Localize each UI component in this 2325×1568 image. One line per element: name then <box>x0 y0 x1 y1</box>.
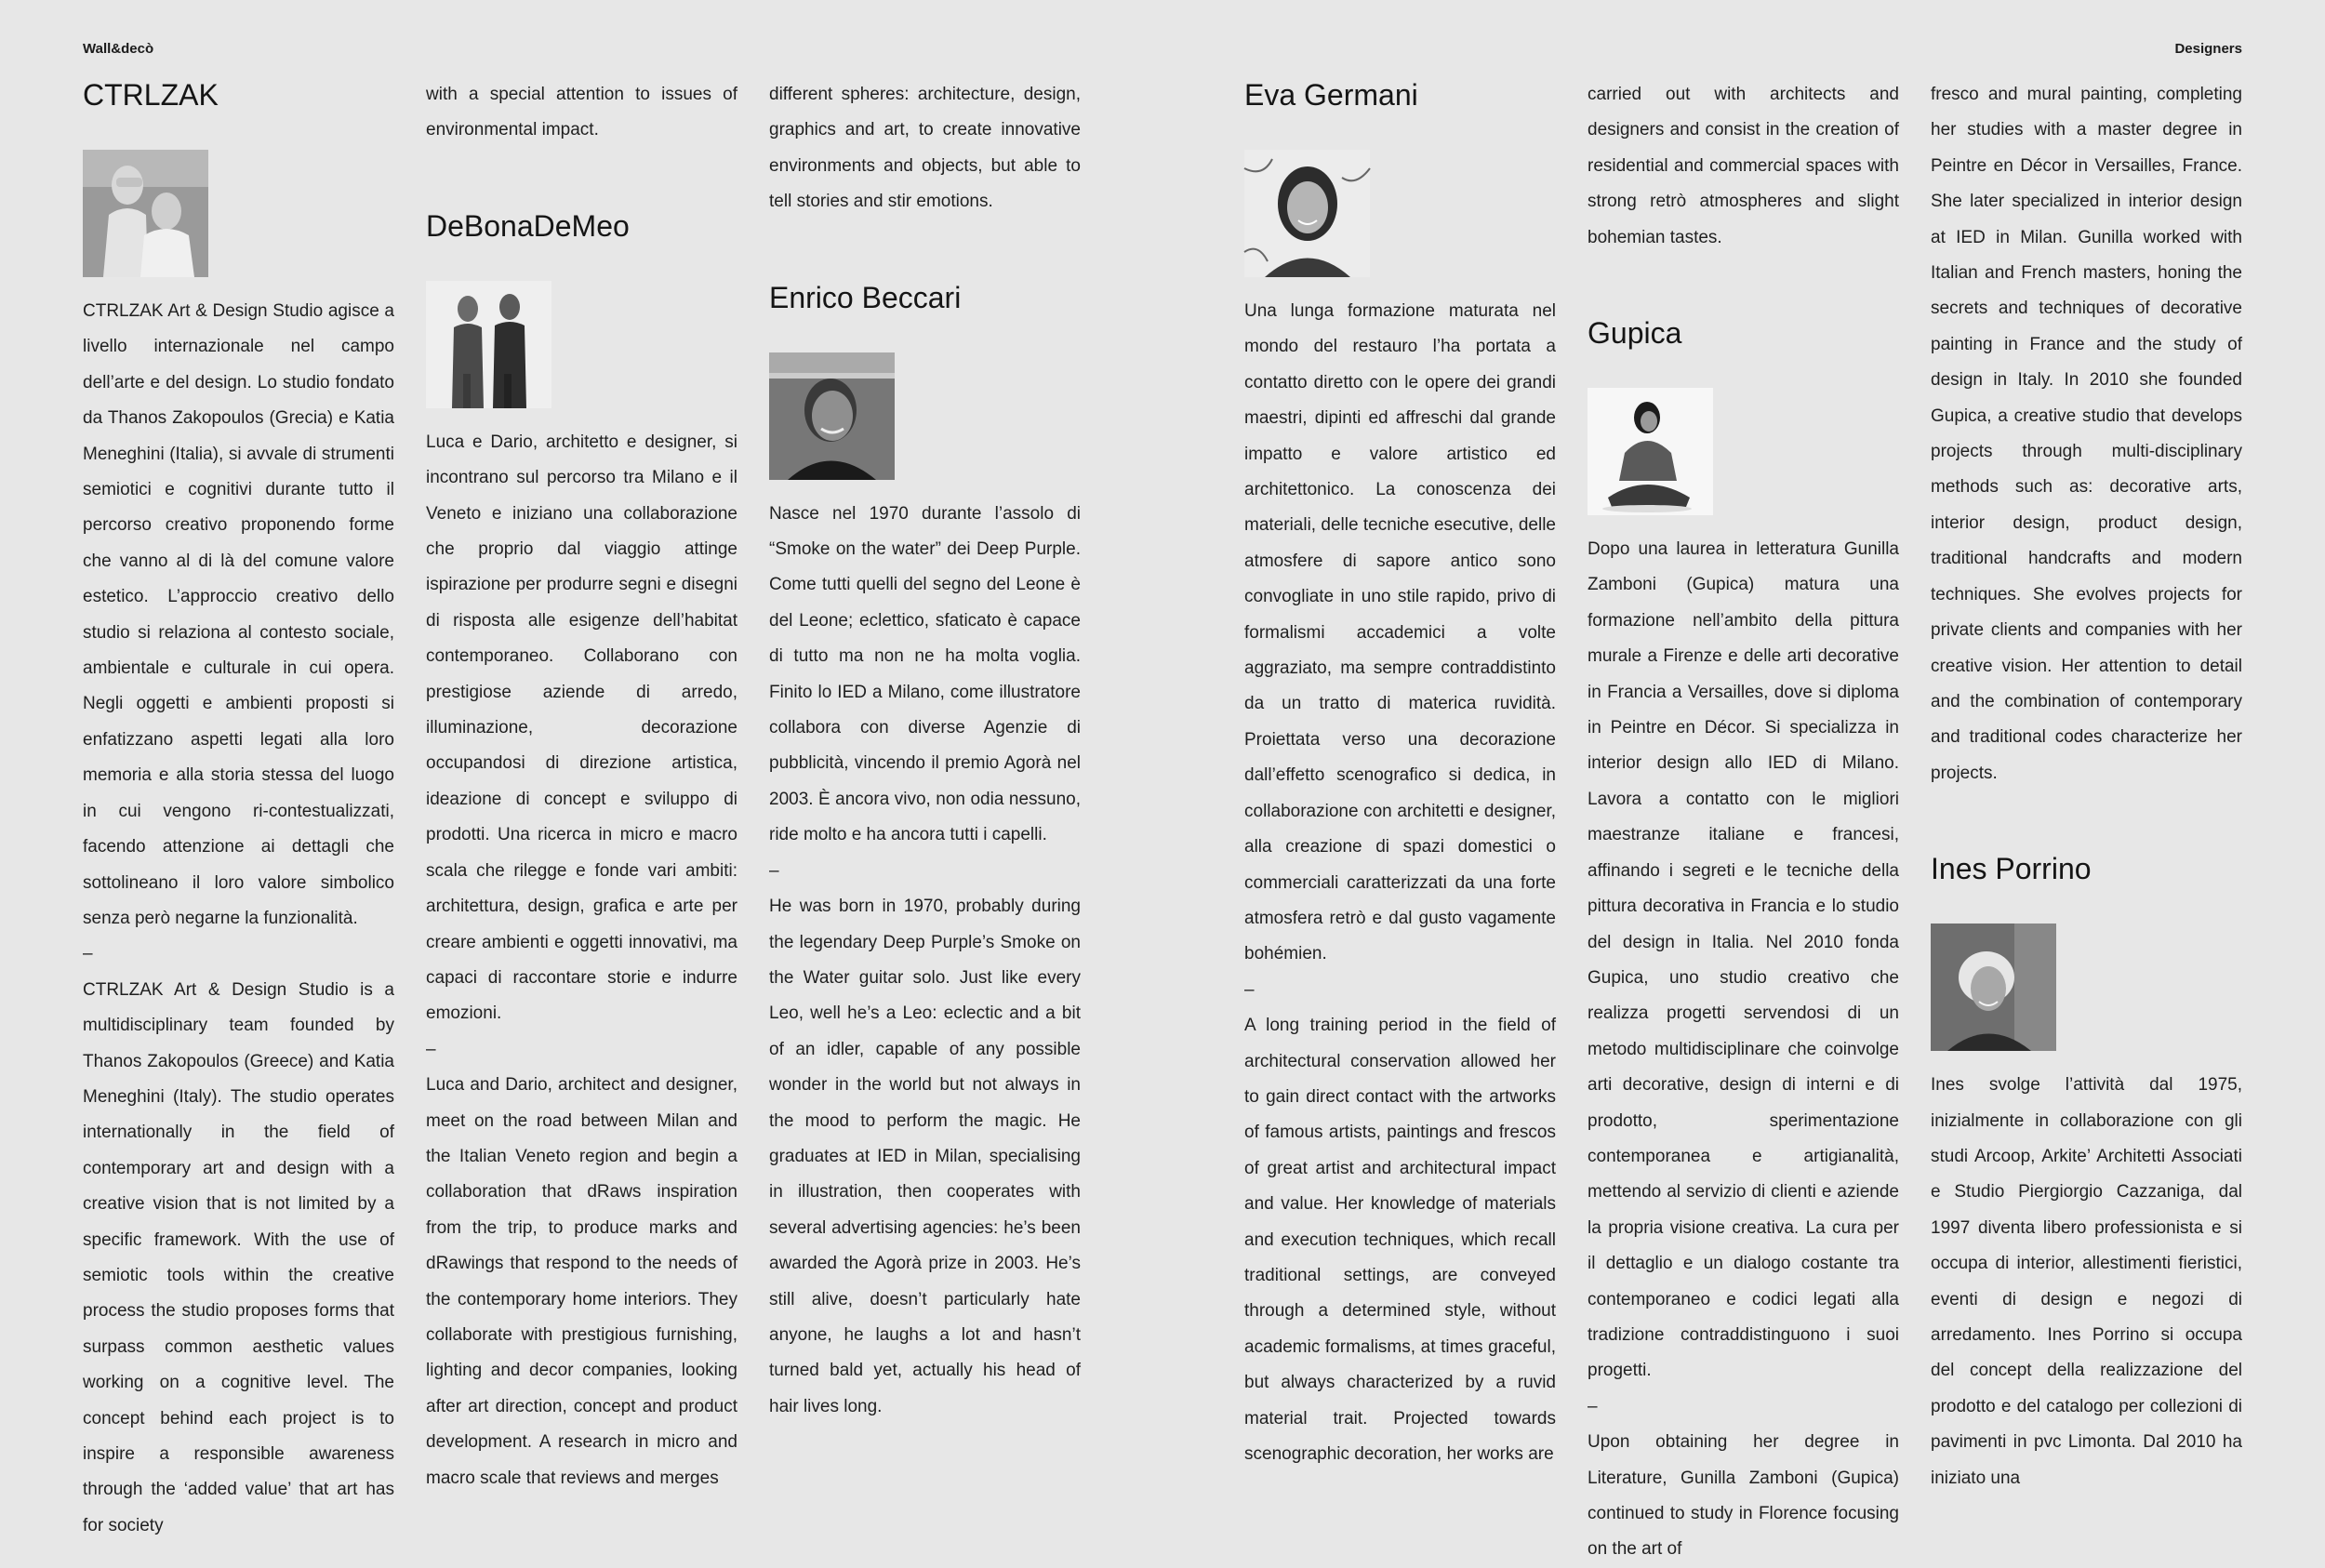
column-3 <box>769 77 1081 1425</box>
designer-name-porrino: Ines Porrino <box>1931 852 2092 886</box>
column-4 <box>1244 77 1556 1472</box>
designer-name-germani: Eva Germani <box>1244 78 1418 112</box>
ctrlzak-bio-italian: CTRLZAK Art & Design Studio agisce a livello internazionale nel campo dell’arte e del design. Lo studio fondato da Thanos Zakopoulos (Grecia) e Katia Meneghini (Italia), si avvale di strumenti semiotici e cognitivi durante tutto il percorso creativo proponendo forme che vanno al di là del comune valore estetico. L’approccio creativo dello studio si relaziona al contesto sociale, ambientale e culturale in cui opera. Negli oggetti e ambienti proposti si enfatizzano aspetti legati alla loro memoria e alla storia stessa del luogo in cui vengono ri-contestualizzati, facendo attenzione ai dettagli che sottolineano il loro valore simbolico senza però negarne la funzionalità. <box>83 301 394 928</box>
germani-portrait-photo <box>1244 150 1370 277</box>
debonademeo-portrait-photo <box>426 281 551 408</box>
beccari-bio-english: He was born in 1970, probably during the legendary Deep Purple’s Smoke on the Water guitar solo. Just like every Leo, well he’s a Leo: eclectic and a bit of an idler, capable of any possible wonder in the world but not always in the mood to perform the magic. He graduates at IED in Milan, specialising in illustration, then cooperates with several advertising agencies: he’s been awarded the Agorà prize in 2003. He’s still alive, doesn’t particularly hate anyone, he laughs a lot and hasn’t turned bald yet, actually his head of hair lives long. <box>769 897 1081 1416</box>
debonademeo-bio-italian: Luca e Dario, architetto e designer, si incontrano sul percorso tra Milano e il Veneto e iniziano una collaborazione che proprio dal viaggio attinge ispirazione per produrre segni e disegni di risposta alle esigenze dell’habitat contemporaneo. Collaborano con prestigiose aziende di arredo, illuminazione, decorazione occupandosi di direzione artistica, ideazione di concept e sviluppo di prodotti. Una ricerca in micro e macro scala che rilegge e fonde vari ambiti: architettura, design, grafica e arte per creare ambienti e oggetti innovativi, ma capaci di raccontare storie e indurre emozioni. <box>426 432 737 1024</box>
gupica-bio-italian: Dopo una laurea in letteratura Gunilla Zamboni (Gupica) matura una formazione nell’ambito della pittura murale a Firenze e delle arti decorative in Francia a Versailles, dove si diploma in Peintre en Décor. Si specializza in interior design allo IED di Milano. Lavora a contatto con le migliori maestranze italiane e francesi, affinando i segreti e le tecniche della pittura decorativa in Francia e lo studio del design in Italia. Nel 2010 fonda Gupica, uno studio creativo che realizza progetti servendosi di un metodo multidisciplinare che coinvolge arti decorative, design di interni e di prodotto, sperimentazione contemporanea e artigianalità, mettendo al servizio di clienti e aziende la propria visione creativa. La cura per il dettaglio e un dialogo costante tra contemporaneo e codici legati alla tradizione contraddistinguono i suoi progetti. <box>1588 539 1899 1381</box>
gupica-bio-english: Upon obtaining her degree in Literature, Gunilla Zamboni (Gupica) continued to study in Florence focusing on the art of <box>1588 1432 1899 1560</box>
germani-bio-english-continued: carried out with architects and designers and consist in the creation of residential and commercial spaces with strong retrò atmospheres and slight bohemian tastes. <box>1588 85 1899 247</box>
separator-dash: – <box>1244 979 1255 1000</box>
germani-bio-english: A long training period in the field of architectural conservation allowed her to gain direct contact with the artworks of famous artists, paintings and frescos of great artist and architectural impact and value. Her knowledge of materials and execution techniques, which recall traditional settings, are conveyed through a determined style, without academic formalisms, at times graceful, but always characterized by a ruvid material trait. Projected towards scenographic decoration, her works are <box>1244 1016 1556 1464</box>
beccari-bio-italian: Nasce nel 1970 durante l’assolo di “Smoke on the water” dei Deep Purple. Come tutti quelli del segno del Leone è del Leone; eclettico, sfaticato è capace di tutto ma non ne ha molta voglia. Finito lo IED a Milano, come illustratore collabora con diverse Agenzie di pubblicità, vincendo il premio Agorà nel 2003. È ancora vivo, non odia nessuno, ride molto e ha ancora tutti i capelli. <box>769 503 1081 845</box>
column-1 <box>83 77 394 1544</box>
ctrlzak-bio-english-continued: with a special attention to issues of environmental impact. <box>426 85 737 140</box>
designer-name-gupica: Gupica <box>1588 316 1682 351</box>
gupica-bio-english-continued: fresco and mural painting, completing her studies with a master degree in Peintre en Décor in Versailles, France. She later specialized in interior design at IED in Milan. Gunilla worked with Italian and French masters, honing the secrets and techniques of decorative painting in France and the study of design in Italy. In 2010 she founded Gupica, a creative studio that develops projects through multi-disciplinary methods such as: decorative arts, interior design, product design, traditional handcrafts and modern techniques. She evolves projects for private clients and companies with her creative vision. Her attention to detail and the combination of contemporary and traditional codes characterize her projects. <box>1931 85 2242 783</box>
column-6 <box>1931 77 2242 1496</box>
porrino-portrait-photo <box>1931 924 2056 1051</box>
germani-bio-italian: Una lunga formazione maturata nel mondo del restauro l’ha portata a contatto diretto con le opere dei grandi maestri, dipinti ed affreschi dal grande impatto e valore artistico ed architettonico. La conoscenza dei materiali, delle tecniche esecutive, delle atmosfere di sapore antico sono convogliate in uno stile rapido, privo di formalismi accademici a volte aggraziato, ma sempre contraddistinto da un tratto di materica ruvidità. Proiettata verso una decorazione dall’effetto scenografico si dedica, in collaborazione con architetti e designer, alla creazione di spazi domestici o commerciali caratterizzati da una forte atmosfera retrò e dal gusto vagamente bohémien. <box>1244 301 1556 964</box>
separator-dash: – <box>426 1039 436 1059</box>
ctrlzak-bio-english: CTRLZAK Art & Design Studio is a multidisciplinary team founded by Thanos Zakopoulos (Greece) and Katia Meneghini (Italy). The studio operates internationally in the field of contemporary art and design with a creative vision that is not limited by a specific framework. With the use of semiotic tools within the creative process the studio proposes forms that surpass common aesthetic values working on a cognitive level. The concept behind each project is to inspire a responsible awareness through the ‘added value’ that art has for society <box>83 979 394 1535</box>
separator-dash: – <box>83 944 93 964</box>
running-head-magazine: Wall&decò <box>83 41 154 57</box>
beccari-portrait-photo <box>769 352 895 480</box>
separator-dash: – <box>1588 1396 1598 1416</box>
designer-name-ctrlzak: CTRLZAK <box>83 78 219 112</box>
debonademeo-bio-english: Luca and Dario, architect and designer, meet on the road between Milan and the Italian Veneto region and begin a collaboration that dRaws inspiration from the trip, to produce marks and dRawings that respond to the needs of the contemporary home interiors. They collaborate with prestigious furnishing, lighting and decor companies, looking after art direction, concept and product development. A research in micro and macro scale that reviews and merges <box>426 1075 737 1488</box>
designer-name-debonademeo: DeBonaDeMeo <box>426 208 630 243</box>
designer-name-beccari: Enrico Beccari <box>769 280 962 314</box>
porrino-bio-italian: Ines svolge l’attività dal 1975, inizialmente in collaborazione con gli studi Arcoop, Arkite’ Architetti Associati e Studio Piergiorgio Cazzaniga, dal 1997 diventa libero professionista e si occupa di interior, allestimenti fieristici, eventi di design e negozi di arredamento. Ines Porrino si occupa del concept della realizzazione del prodotto e del catalogo per collezioni di pavimenti in pvc Limonta. Dal 2010 ha iniziato una <box>1931 1075 2242 1488</box>
gupica-portrait-photo <box>1588 388 1713 515</box>
separator-dash: – <box>769 860 779 881</box>
column-2 <box>426 77 737 1496</box>
debonademeo-bio-english-continued: different spheres: architecture, design, graphics and art, to create innovative environments and objects, but able to tell stories and stir emotions. <box>769 85 1081 212</box>
ctrlzak-portrait-photo <box>83 150 208 277</box>
column-5 <box>1588 77 1899 1568</box>
running-head-section: Designers <box>2174 41 2242 57</box>
